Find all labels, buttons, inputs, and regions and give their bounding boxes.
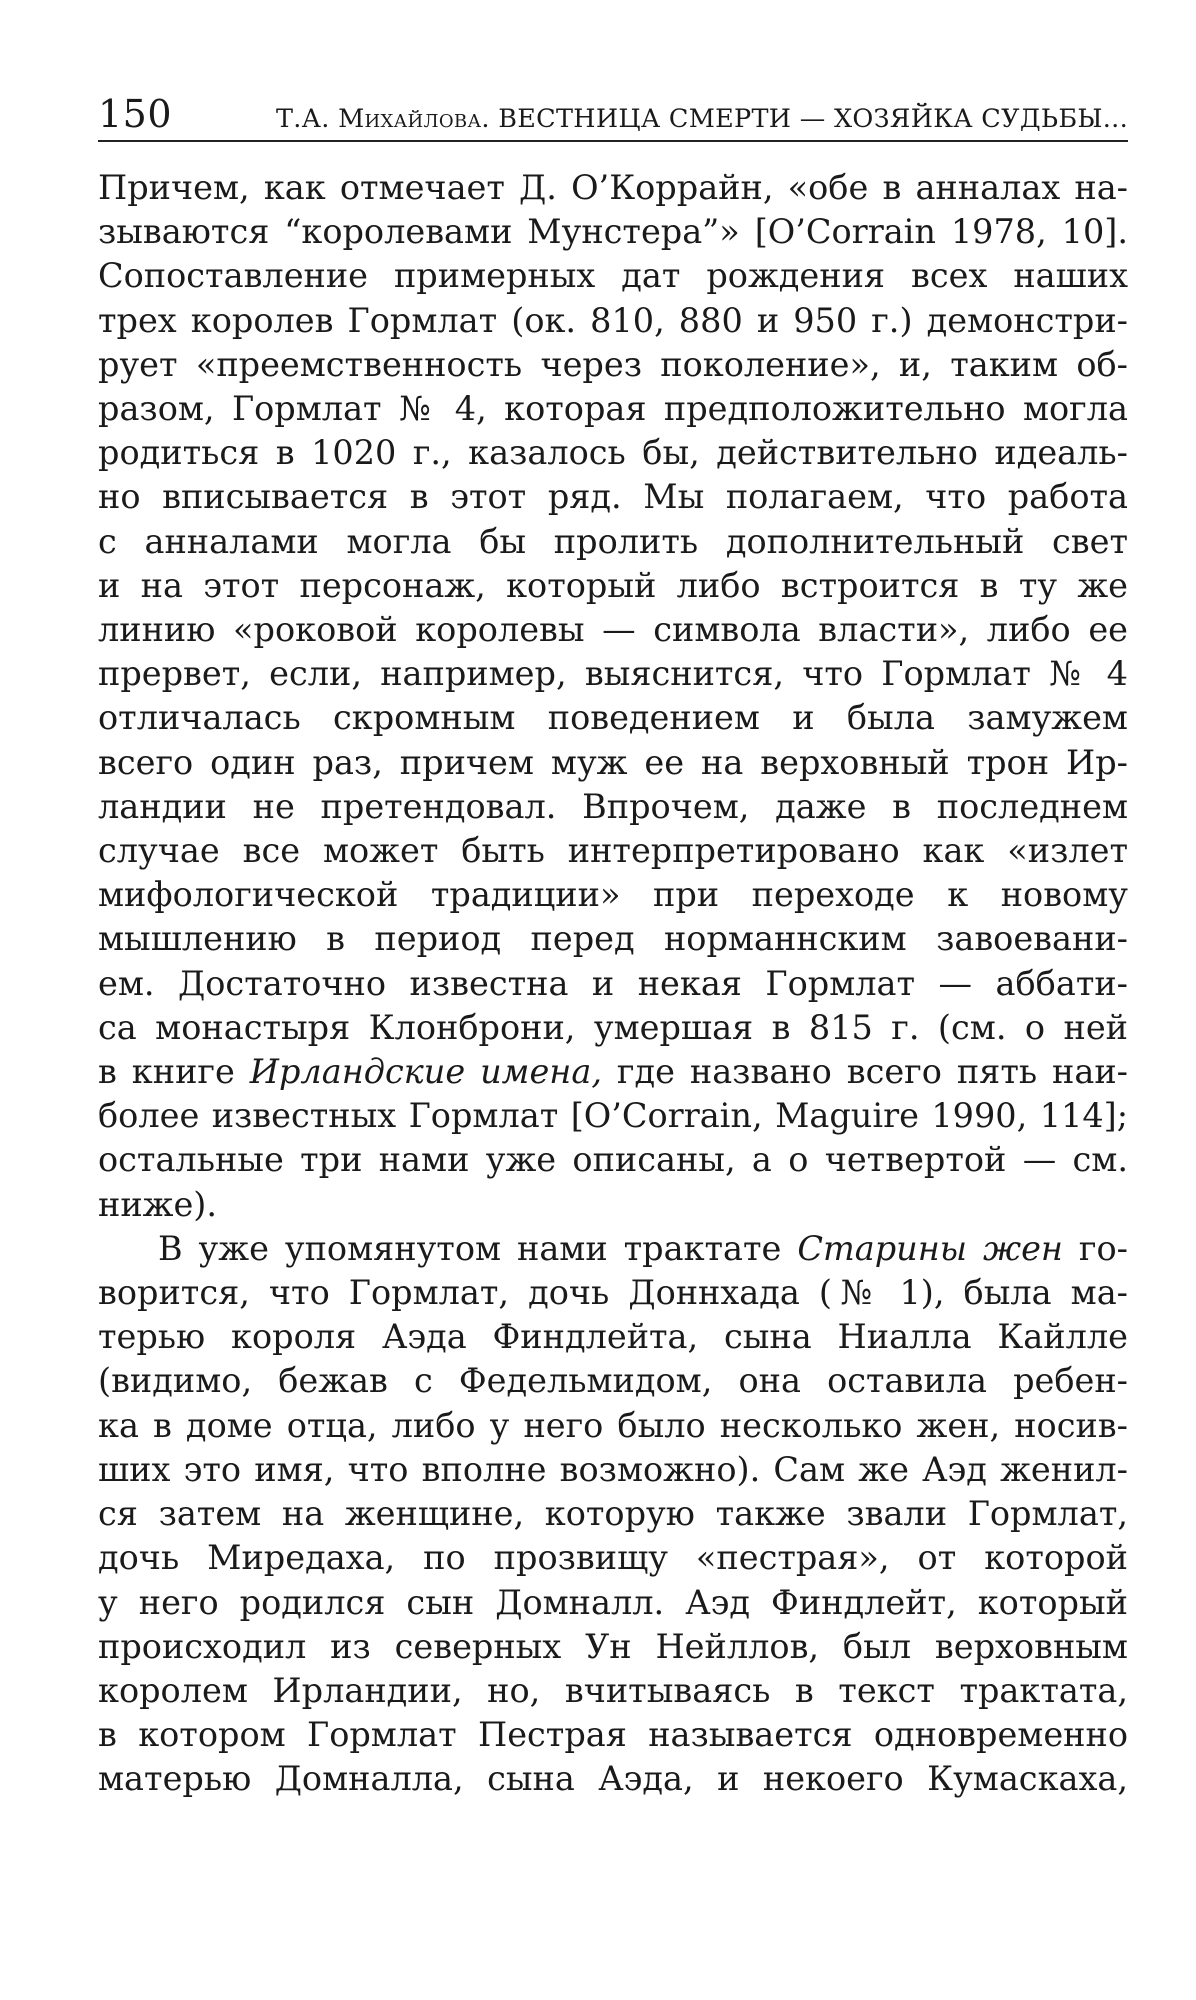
text-run: го- — [1062, 1228, 1128, 1268]
treatise-title: Старины жен — [797, 1228, 1063, 1268]
text-line: случае все может быть интерпретировано как «излет — [98, 831, 1128, 871]
text-line: и на этот персонаж, который либо встроится в ту же — [98, 565, 1128, 605]
text-line: ка в доме отца, либо у него было несколько жен, носив- — [98, 1405, 1128, 1445]
text-line: са монастыря Клонброни, умершая в 815 г. (см. о ней — [98, 1007, 1128, 1047]
running-head — [98, 92, 1128, 142]
book-page — [98, 92, 1128, 1802]
text-line: линию «роковой королевы — символа власти», либо ее — [98, 610, 1128, 650]
text-line: терью короля Аэда Финдлейта, сына Ниалла Кайлле — [98, 1317, 1128, 1357]
text-line: но вписывается в этот ряд. Мы полагаем, что работа — [98, 477, 1128, 517]
text-line: зываются “королевами Мунстера”» [O’Corrain 1978, 10]. — [98, 212, 1128, 252]
text-line — [98, 1227, 1128, 1271]
text-line: прервет, если, например, выяснится, что Гормлат № 4 — [98, 654, 1128, 694]
text-run: где названо всего пять наи- — [601, 1052, 1128, 1092]
text-line: ся затем на женщине, которую также звали Гормлат, — [98, 1494, 1128, 1534]
page-number: 150 — [98, 92, 173, 136]
text-line: ниже). — [98, 1184, 218, 1224]
running-title-author: Т.А. Михайлова. — [275, 104, 490, 134]
text-line: мифологической традиции» при переходе к новому — [98, 875, 1128, 915]
text-line: Сопоставление примерных дат рождения всех наших — [98, 256, 1128, 296]
text-line: ландии не претендовал. Впрочем, даже в последнем — [98, 786, 1128, 826]
text-line: рует «преемственность через поколение», и, таким об- — [98, 344, 1128, 384]
text-line — [98, 1050, 1128, 1094]
text-line: дочь Миредаха, по прозвищу «пестрая», от которой — [98, 1538, 1128, 1578]
text-line: более известных Гормлат [O’Corrain, Maguire 1990, 114]; — [98, 1096, 1128, 1136]
text-line: ших это имя, что вполне возможно). Сам же Аэд женил- — [98, 1449, 1128, 1489]
text-line: мышлению в период перед норманнским завоевани- — [98, 919, 1128, 959]
paragraph-2 — [98, 1227, 1128, 1802]
text-run: В уже упомянутом нами трактате — [158, 1228, 798, 1268]
body-text — [98, 166, 1128, 1802]
text-line: (видимо, бежав с Федельмидом, она оставила ребен- — [98, 1361, 1128, 1401]
running-title-book: ВЕСТНИЦА СМЕРТИ — ХОЗЯЙКА СУДЬБЫ... — [498, 104, 1128, 134]
text-line: разом, Гормлат № 4, которая предположительно могла — [98, 389, 1128, 429]
paragraph-1 — [98, 166, 1128, 1227]
text-line: родиться в 1020 г., казалось бы, действительно идеаль- — [98, 433, 1128, 473]
text-line: Причем, как отмечает Д. О’Коррайн, «обе в анналах на- — [98, 168, 1128, 207]
text-line: в котором Гормлат Пестрая называется одновременно — [98, 1715, 1128, 1755]
text-line: ворится, что Гормлат, дочь Доннхада (№ 1), была ма- — [98, 1273, 1128, 1313]
text-line: остальные три нами уже описаны, а о четвертой — см. — [98, 1140, 1128, 1180]
text-line: отличалась скромным поведением и была замужем — [98, 698, 1128, 738]
text-line: королем Ирландии, но, вчитываясь в текст трактата, — [98, 1670, 1128, 1710]
text-line: трех королев Гормлат (ок. 810, 880 и 950 г.) демонстри- — [98, 300, 1128, 340]
text-line: происходил из северных Ун Нейллов, был верховным — [98, 1626, 1128, 1666]
text-line: с анналами могла бы пролить дополнительный свет — [98, 521, 1128, 561]
text-line: у него родился сын Домналл. Аэд Финдлейт, который — [98, 1582, 1128, 1622]
text-line: ем. Достаточно известна и некая Гормлат — аббати- — [98, 963, 1128, 1003]
text-run: в книге — [98, 1052, 250, 1092]
running-title — [276, 104, 1128, 134]
text-line: матерью Домналла, сына Аэда, и некоего Кумаскаха, — [98, 1759, 1128, 1799]
book-title-irish-names: Ирландские имена, — [249, 1052, 602, 1092]
text-line: всего один раз, причем муж ее на верховный трон Ир- — [98, 742, 1128, 782]
